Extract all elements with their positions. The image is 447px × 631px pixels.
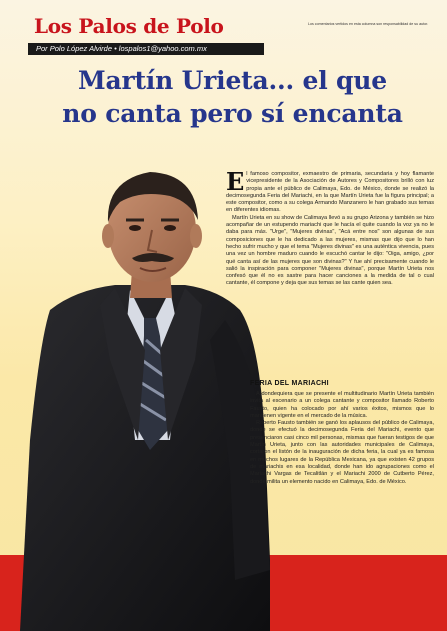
section-title: Los Palos de Polo: [34, 14, 224, 38]
column-disclaimer: Los comentarios vertidos en esta columna son responsabilidad de su autor.: [308, 22, 429, 26]
headline-line-2: no canta pero sí encanta: [62, 99, 403, 128]
section-heading: FERIA DEL MARIACHI: [250, 380, 329, 387]
drop-cap: E: [226, 167, 245, 196]
headline: [30, 64, 435, 130]
paragraph-2: Martín Urieta en su show de Calimaya llevó a su grupo Arizona y también se hizo acompañar de un estupendo mariachi que le hacía el quite cuando la voz ya no le daba para más. "Urge", "Mujeres divinas", "Acá entre nos" son algunas de sus composiciones que le ha dedicado a las mujeres, mismas que dijo que lo han hecho sufrir mucho y que el tema "Mujeres divinas" es una auténtica vivencia, pues una vez un hombre maduro cuando le escuchó cantar le dijo: "Oiga, amigo, ¿por qué canta así de las mujeres que son divinas?" Y fue ahí precisamente cuando le salió la inspiración para componer "Mujeres divinas", porque Martín Urieta nos confesó que él no es sastre para hacer canciones a la medida de tal o cual cantante, él compone y deja que sus temas se las cante quien sea.: [226, 214, 434, 287]
byline: Por Polo López Alvirde • lospalos1@yahoo.com.mx: [36, 44, 207, 53]
paragraph-4: Roberto Fausto también se ganó los aplausos del público de Calimaya, donde se efectuó la decimosegunda Feria del Mariachi, evento que presenciaron casi cinco mil personas, mismas que fueran testigos de que Martín Urieta, junto con las autoridades municipales de Calimaya, cortaron el listón de la inauguración de dicha feria, la cual ya es famosa en muchos lugares de la República Mexicana, ya que existen 42 grupos de mariachis en esa localidad, donde han ido agrupaciones como el Mariachi Vargas de Tecalitlán y el Mariachi 2000 de Cutberto Pérez, donde milita un elemento nacido en Calimaya, Edo. de México.: [250, 420, 434, 485]
headline-line-1: Martín Urieta... el que: [78, 66, 387, 95]
article-column-bottom: [250, 391, 434, 551]
paragraph-1: l famoso compositor, exmaestro de primaria, secundaria y hoy flamante vicepresidente de la Asociación de Autores y Compositores brilló con luz propia ante el público de Calimaya, Edo. de México, donde se realizó la decimosegunda Feria del Mariachi, en la que Martín Urieta fue la figura principal; a este compositor, como a su colega Armando Manzanero le han grabado sus temas en diferentes idiomas.: [226, 171, 434, 214]
article-column-top: [226, 167, 434, 377]
paragraph-3: A dondequiera que se presente el multitudinario Martín Urieta también invita al escenario a un colega cantante y compositor llamado Roberto Fausto, quien ha colocado por ahí varios éxitos, mismos que lo mantienen vigente en el mercado de la música.: [250, 391, 434, 419]
